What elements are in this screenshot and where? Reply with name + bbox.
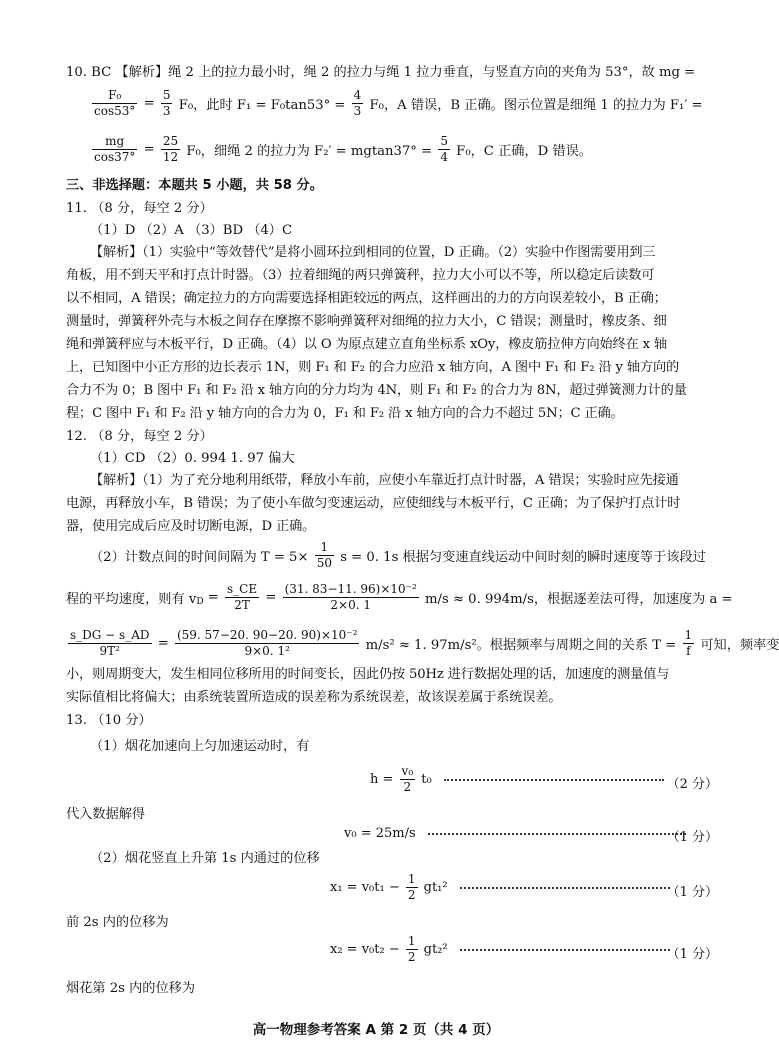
q13-fraction: $\frac{\text{v₀}}{2}$ xyxy=(401,764,414,794)
q11-heading: 11. （8 分，每空 2 分） xyxy=(66,201,213,216)
score-mark: （1 分） xyxy=(666,885,718,900)
q10-fraction: $\frac{4}{3}$ xyxy=(353,88,362,118)
q12-analysis-line: 实际值相比将偏大；由系统装置所造成的误差称为系统误差，故该误差属于系统误差。 xyxy=(66,690,562,705)
page-footer: 高一物理参考答案 A 第 2 页（共 4 页） xyxy=(252,1022,500,1038)
q13-heading: 13. （10 分） xyxy=(66,713,152,728)
score-mark: （1 分） xyxy=(666,947,718,962)
q12-formula-row-2: 程的平均速度，则有 $v_D$ = $\frac{s\_CE}{2T}$ = $\frac{\text{(31. 83−11. 96)×10⁻²}}{2\times 0. 1}$ m/s ≈ 0. 994m/s，根据逐差法可得，加速度为 a = xyxy=(66,582,733,612)
q10-fraction: $\frac{\text{F₀}}{\cos 53^\circ}$ xyxy=(94,88,136,118)
q10-line-1: 10. BC 【解析】绳 2 上的拉力最小时，绳 2 的拉力与绳 1 拉力垂直，与竖直方向的夹角为 53°，故 mg = xyxy=(66,65,696,80)
q11-analysis-line: 程；C 图中 F₁ 和 F₂ 沿 y 轴方向的合力为 0，F₁ 和 F₂ 沿 x 轴方向的合力不超过 5N；C 正确。 xyxy=(66,406,624,421)
q13-step: 烟花第 2s 内的位移为 xyxy=(66,981,196,996)
q12-fraction: $\frac{1}{f}$ xyxy=(684,628,693,658)
q13-step: 代入数据解得 xyxy=(66,807,146,822)
q12-analysis-line: 电源，再释放小车，B 错误；为了使小车做匀变速运动，应使细线与木板平行，C 正确；为了保护打点计时 xyxy=(66,496,681,511)
q11-analysis-line: 【解析】（1）实验中“等效替代”是将小圆环拉到相同的位置，D 正确。（2）实验中作图需要用到三 xyxy=(90,245,656,260)
q12-fraction: $\frac{\text{(59. 57−20. 90−20. 90)×10⁻²}}{\text{9×0. 1²}}$ xyxy=(176,628,358,658)
q12-formula-row-1: （2）计数点间的时间间隔为 T = 5× $\frac{1}{50}$ s = 0. 1s 根据匀变速直线运动中间时刻的瞬时速度等于该段过 xyxy=(90,540,706,570)
q10-fraction: $\frac{mg}{\cos 37^\circ}$ xyxy=(94,134,136,164)
leader-dots xyxy=(460,887,670,889)
q12-fraction: $\frac{1}{50}$ xyxy=(316,540,332,570)
q12-fraction: $\frac{\text{(31. 83−11. 96)×10⁻²}}{2\times 0. 1}$ xyxy=(284,582,417,612)
q12-formula-row-3: $\frac{s\_DG - s\_AD}{\text{9T²}}$ = $\frac{\text{(59. 57−20. 90−20. 90)×10⁻²}}{\text{9×0. 1²}}$ m/s² ≈ 1. 97m/s²。根据频率与周期之间的关系 T = $\frac{1}{f}$ 可知，频率变 xyxy=(70,628,779,658)
leader-dots xyxy=(460,949,670,951)
q11-analysis-line: 绳和弹簧秤应与木板平行，D 正确。（4）以 O 为原点建立直角坐标系 xOy，橡皮筋拉伸方向始终在 x 轴 xyxy=(66,337,668,352)
score-mark: （1 分） xyxy=(666,830,718,845)
q12-analysis-line: 器，使用完成后应及时切断电源，D 正确。 xyxy=(66,519,316,534)
q10-fraction: $\frac{5}{3}$ xyxy=(162,88,171,118)
q13-step: 前 2s 内的位移为 xyxy=(66,915,169,930)
q13-equation-1: h = $\frac{\text{v₀}}{2}$ t₀ xyxy=(370,764,720,795)
q12-fraction: $\frac{s\_DG - s\_AD}{\text{9T²}}$ xyxy=(70,628,150,658)
q13-step: （2）烟花竖直上升第 1s 内通过的位移 xyxy=(90,851,320,866)
q12-analysis-line: 【解析】（1）为了充分地利用纸带，释放小车前，应使小车靠近打点计时器，A 错误；实验时应先接通 xyxy=(90,473,679,488)
q13-equation-2: v₀ = 25m/s xyxy=(344,826,720,841)
q12-heading: 12. （8 分，每空 2 分） xyxy=(66,429,213,444)
q11-analysis-line: 测量时，弹簧秤外壳与木板之间存在摩擦不影响弹簧秤对细绳的拉力大小，C 错误；测量时，橡皮条、细 xyxy=(66,314,667,329)
q13-equation-3: x₁ = v₀t₁ − $\frac{1}{2}$ gt₁² xyxy=(330,872,720,903)
q11-answers: （1）D （2）A （3）BD （4）C xyxy=(90,223,293,238)
q10-fraction: $\frac{25}{12}$ xyxy=(162,134,179,164)
q10-formula-row-2: $\frac{mg}{\cos 37^\circ}$ = $\frac{25}{12}$ F₀，细绳 2 的拉力为 F₂′ = mgtan37° = $\frac{5}{4}$ F₀，C 正确，D 错误。 xyxy=(94,134,592,164)
leader-dots xyxy=(444,779,664,781)
q13-fraction: $\frac{1}{2}$ xyxy=(407,872,416,902)
q12-fraction: $\frac{s\_CE}{2T}$ xyxy=(227,582,258,612)
q11-analysis-line: 合力不为 0；B 图中 F₁ 和 F₂ 沿 x 轴方向的分力均为 4N，则 F₁ 和 F₂ 的合力为 8N，超过弹簧测力计的量 xyxy=(66,383,687,398)
q13-step: （1）烟花加速向上匀加速运动时，有 xyxy=(90,739,310,754)
q12-answers: （1）CD （2）0. 994 1. 97 偏大 xyxy=(90,451,295,466)
q11-analysis-line: 角板，用不到天平和打点计时器。（3）拉着细绳的两只弹簧秤，拉力大小可以不等，所以稳定后读数可 xyxy=(66,268,655,283)
section-heading: 三、非选择题：本题共 5 小题，共 58 分。 xyxy=(66,178,323,193)
q10-fraction: $\frac{5}{4}$ xyxy=(440,134,448,164)
q13-fraction: $\frac{1}{2}$ xyxy=(407,934,416,964)
score-mark: （2 分） xyxy=(666,777,718,792)
q13-equation-4: x₂ = v₀t₂ − $\frac{1}{2}$ gt₂² xyxy=(330,934,720,965)
q10-formula-row-1: $\frac{\text{F₀}}{\cos 53^\circ}$ = $\frac{5}{3}$ F₀，此时 F₁ = F₀tan53° = $\frac{4}{3}$ F₀，A 错误，B 正确。图示位置是细绳 1 的拉力为 F₁′ = xyxy=(94,88,703,118)
q11-analysis-line: 以不相同，A 错误；确定拉力的方向需要选择相距较远的两点，这样画出的力的方向误差较小，B 正确； xyxy=(66,291,667,306)
q12-analysis-line: 小，则周期变大，发生相同位移所用的时间变长，因此仍按 50Hz 进行数据处理的话，加速度的测量值与 xyxy=(66,667,670,682)
q11-analysis-line: 上，已知图中小正方形的边长表示 1N，则 F₁ 和 F₂ 的合力应沿 x 轴方向，A 图中 F₁ 和 F₂ 沿 y 轴方向的 xyxy=(66,360,680,375)
leader-dots xyxy=(428,833,686,835)
